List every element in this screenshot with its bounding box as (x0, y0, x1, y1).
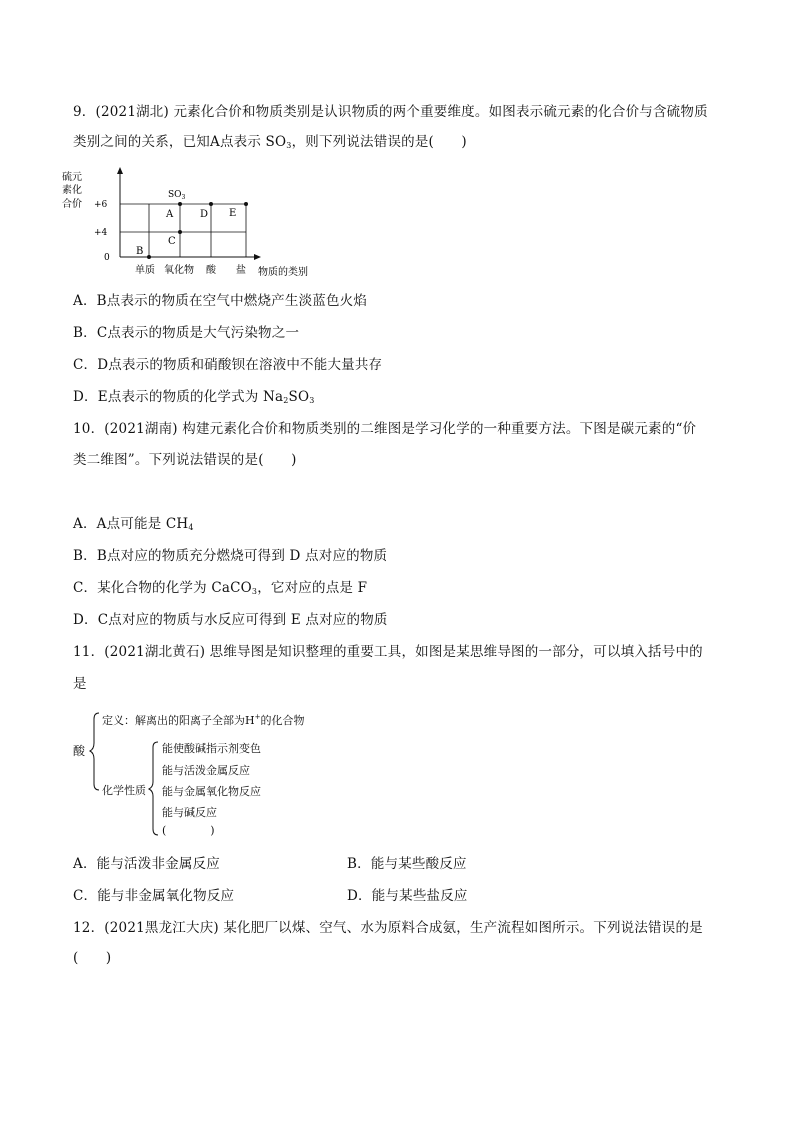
label-a: A (166, 209, 174, 220)
q9-option-c[interactable]: C．D点表示的物质和硝酸钡在溶液中不能大量共存 (73, 357, 383, 373)
q11-option-b[interactable]: B．能与某些酸反应 (347, 856, 467, 872)
chart-y-arrow (117, 167, 123, 174)
chart-xlabel: 物质的类别 (258, 267, 308, 278)
point-d-dot (209, 202, 213, 206)
mindmap-definition-sup: + (254, 713, 261, 721)
mindmap-definition-text: 定义：解离出的阳离子全部为H (102, 714, 255, 727)
xtick-element: 单质 (135, 265, 155, 276)
point-e-dot (244, 202, 248, 206)
q10-stem-line2: 类二维图”。下列说法错误的是( ) (73, 452, 297, 468)
label-e: E (229, 208, 237, 219)
q11-option-c[interactable]: C．能与非金属氧化物反应 (73, 888, 235, 904)
label-c: C (168, 236, 176, 247)
q10-option-a-text: A．A点可能是 CH (73, 516, 189, 532)
label-b: B (136, 246, 144, 257)
q9-option-b[interactable]: B．C点表示的物质是大气污染物之一 (73, 325, 300, 341)
ytick-plus4: +4 (94, 228, 108, 238)
mindmap-prop-blank: ( ) (162, 824, 215, 837)
q9-stem-subscript: 3 (286, 141, 292, 150)
point-c-dot (178, 230, 182, 234)
ytick-plus6: +6 (94, 200, 108, 210)
q10-option-c-text: C．某化合物的化学为 CaCO (73, 580, 252, 596)
q9-option-a[interactable]: A．B点表示的物质在空气中燃烧产生淡蓝色火焰 (73, 293, 368, 309)
label-d: D (200, 209, 209, 220)
q10-option-c-tail: ，它对应的点是 F (257, 580, 368, 596)
q9-option-d[interactable] (73, 388, 315, 410)
q10-stem-line1: 10．(2021湖南) 构建元素化合价和物质类别的二维图是学习化学的一种重要方法。下图是碳元素的“价 (73, 421, 697, 437)
mindmap-prop-4: 能与碱反应 (162, 806, 217, 819)
xtick-salt: 盐 (236, 265, 246, 276)
mindmap-prop-3: 能与金属氧化物反应 (162, 785, 261, 798)
q10-option-c-sub: 3 (251, 587, 258, 596)
mindmap-prop-2: 能与活泼金属反应 (162, 764, 250, 777)
root-bracket (90, 713, 99, 790)
mindmap-prop-1: 能使酸碱指示剂变色 (162, 742, 261, 755)
q10-option-a[interactable] (73, 515, 194, 537)
q10-option-a-sub: 4 (188, 523, 194, 532)
point-a-dot (178, 202, 182, 206)
mindmap-definition-tail: 的化合物 (260, 714, 305, 727)
q9-option-d-so: SO (288, 389, 310, 405)
branch-bracket (149, 742, 158, 835)
q9-option-d-text: D．E点表示的物质的化学式为 Na (73, 389, 284, 405)
q9-stem-line2-tail: ，则下列说法错误的是( ) (291, 134, 467, 150)
q9-stem-line1: 9．(2021湖北) 元素化合价和物质类别是认识物质的两个重要维度。如图表示硫元素的化合价与含硫物质 (73, 104, 708, 120)
chart-ylabel-1: 硫元 (62, 172, 82, 183)
chart-ylabel-3: 合价 (62, 199, 82, 210)
q9-valence-chart (60, 165, 350, 285)
xtick-acid: 酸 (206, 265, 216, 276)
q9-option-d-sub2: 3 (309, 396, 315, 405)
q10-option-b[interactable]: B．B点对应的物质充分燃烧可得到 D 点对应的物质 (73, 548, 388, 564)
chart-ylabel-2: 素化 (62, 185, 82, 196)
q10-option-c[interactable] (73, 579, 367, 601)
xtick-oxide: 氧化物 (164, 265, 194, 276)
point-b-dot (147, 255, 151, 259)
mindmap-definition (102, 710, 304, 728)
mindmap-branch-chemical-properties: 化学性质 (102, 784, 146, 797)
mindmap-root-acid: 酸 (73, 744, 86, 758)
q11-option-a[interactable]: A．能与活泼非金属反应 (73, 856, 220, 872)
label-so3: $SO_3$ (168, 190, 186, 201)
q9-stem-line2-text: 类别之间的关系，已知A点表示 SO (73, 134, 287, 150)
ytick-zero: 0 (104, 253, 110, 263)
q11-stem-line2: 是 (73, 676, 87, 692)
q12-stem-line1: 12．(2021黑龙江大庆) 某化肥厂以煤、空气、水为原料合成氨，生产流程如图所示。下列说法错误的是 (73, 920, 703, 936)
chart-x-arrow (254, 254, 261, 260)
q9-stem-line2 (73, 133, 467, 155)
q11-option-d[interactable]: D．能与某些盐反应 (347, 888, 468, 904)
q11-stem-line1: 11．(2021湖北黄石) 思维导图是知识整理的重要工具，如图是某思维导图的一部分，可以填入括号中的 (73, 644, 703, 660)
q9-option-d-sub1: 2 (283, 396, 289, 405)
q10-option-d[interactable]: D．C点对应的物质与水反应可得到 E 点对应的物质 (73, 612, 388, 628)
q12-stem-line2: ( ) (73, 950, 112, 966)
